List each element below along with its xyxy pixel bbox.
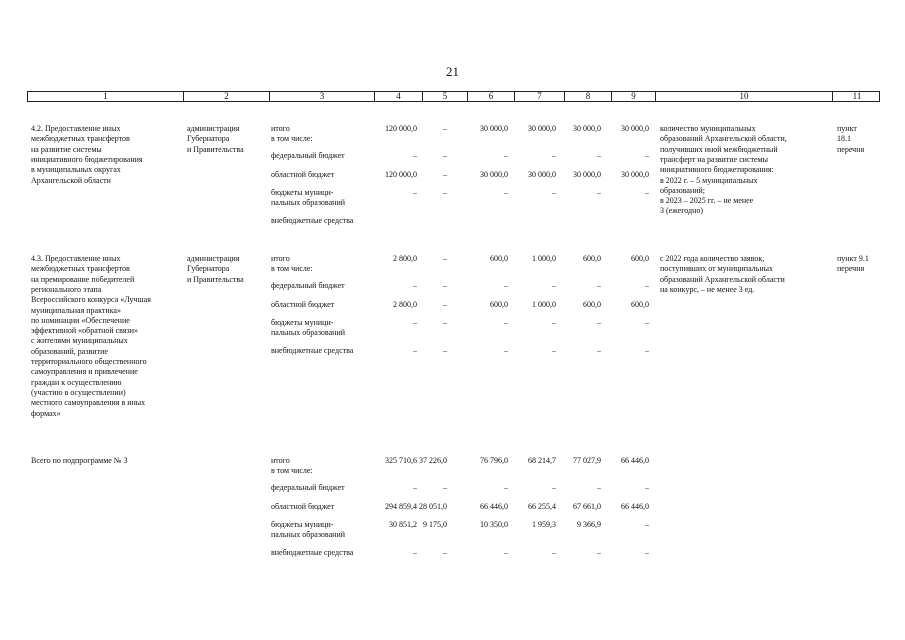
result-indicator-line: образований Архангельской области, (660, 134, 787, 144)
event-name-line: инициативного бюджетирования (31, 154, 143, 164)
event-name-line: Всего по подпрограмме № 3 (31, 456, 128, 465)
reference-line: пункт (837, 124, 857, 133)
funding-value: – (597, 346, 601, 355)
funding-source-label: внебюджетные средства (271, 216, 354, 225)
reference-line: перечня (837, 144, 865, 154)
funding-value: – (443, 170, 447, 179)
funding-value: 1 000,0 (532, 254, 556, 263)
funding-value: – (504, 346, 508, 355)
funding-value: – (597, 483, 601, 492)
header-col-7: 7 (514, 92, 564, 101)
funding-source-label: в том числе: (271, 466, 313, 476)
funding-value: 600,0 (631, 254, 649, 263)
funding-value: – (645, 346, 649, 355)
event-name-line: с жителями муниципальных (31, 336, 128, 346)
funding-value: – (552, 548, 556, 557)
result-indicator-line: в 2022 г. – 5 муниципальных (660, 175, 758, 185)
funding-value: 1 959,3 (532, 520, 556, 529)
executor-line: и Правительства (187, 144, 244, 154)
event-name-line: межбюджетных трансфертов (31, 134, 130, 144)
reference-line: перечня (837, 264, 865, 274)
funding-source-label: бюджеты муници- (271, 520, 334, 529)
funding-value: 2 800,0 (393, 300, 417, 309)
funding-value: – (443, 483, 447, 492)
event-name-line: на развитие системы (31, 144, 102, 154)
header-col-4: 4 (374, 92, 422, 101)
funding-source-label: областной бюджет (271, 170, 335, 179)
funding-source-label: итого (271, 456, 290, 465)
funding-value: – (552, 318, 556, 327)
funding-source-label: областной бюджет (271, 300, 335, 309)
funding-value: 600,0 (583, 300, 601, 309)
funding-value: – (645, 188, 649, 197)
funding-value: 30 000,0 (621, 124, 649, 133)
funding-value: – (443, 188, 447, 197)
event-name-line: (участию в осуществлении) (31, 387, 126, 397)
funding-value: – (443, 151, 447, 160)
funding-source-label: в том числе: (271, 264, 313, 274)
event-name-line: в муниципальных округах (31, 165, 121, 175)
funding-source-label: в том числе: (271, 134, 313, 144)
funding-value: – (504, 548, 508, 557)
funding-value: 66 446,0 (480, 502, 508, 511)
funding-value: – (504, 483, 508, 492)
funding-source-label: федеральный бюджет (271, 151, 345, 160)
funding-value: – (645, 318, 649, 327)
event-name-line: самоуправления и привлечение (31, 367, 138, 377)
event-name-line: межбюджетных трансфертов (31, 264, 130, 274)
funding-source-label: пальных образований (271, 198, 345, 208)
funding-source-label: внебюджетные средства (271, 548, 354, 557)
funding-value: – (413, 151, 417, 160)
result-indicator-line: в 2023 – 2025 гг. – не менее (660, 196, 754, 206)
funding-value: – (645, 281, 649, 290)
header-col-8: 8 (564, 92, 611, 101)
result-indicator-line: на конкурс, – не менее 3 ед. (660, 284, 755, 294)
funding-value: 30 000,0 (573, 170, 601, 179)
executor-line: Губернатора (187, 264, 230, 274)
executor-line: администрация (187, 254, 240, 263)
funding-source-label: бюджеты муници- (271, 318, 334, 327)
header-col-9: 9 (611, 92, 655, 101)
funding-source-label: пальных образований (271, 328, 345, 338)
header-col-10: 10 (655, 92, 832, 101)
result-indicator-line: трансферт на развитие системы (660, 154, 768, 164)
funding-value: 66 446,0 (621, 502, 649, 511)
funding-value: 30 851,2 (389, 520, 417, 529)
funding-value: 30 000,0 (573, 124, 601, 133)
funding-value: 1 000,0 (532, 300, 556, 309)
result-indicator-line: с 2022 года количество заявок, (660, 254, 765, 263)
executor-line: и Правительства (187, 274, 244, 284)
reference-line: 18.1 (837, 134, 851, 144)
header-col-5: 5 (422, 92, 467, 101)
funding-value: 66 255,4 (528, 502, 556, 511)
funding-value: – (413, 346, 417, 355)
funding-source-label: областной бюджет (271, 502, 335, 511)
funding-value: 600,0 (631, 300, 649, 309)
funding-value: – (597, 318, 601, 327)
event-name-line: 4.3. Предоставление иных (31, 254, 121, 263)
event-name-line: Всероссийского конкурса «Лучшая (31, 295, 151, 305)
funding-value: – (597, 151, 601, 160)
funding-value: 30 000,0 (528, 124, 556, 133)
funding-value: 600,0 (583, 254, 601, 263)
funding-value: – (443, 346, 447, 355)
funding-value: – (504, 151, 508, 160)
funding-value: – (413, 188, 417, 197)
funding-value: – (504, 188, 508, 197)
funding-source-label: федеральный бюджет (271, 483, 345, 492)
funding-source-label: федеральный бюджет (271, 281, 345, 290)
funding-value: 28 051,0 (419, 502, 447, 511)
result-indicator-line: получивших иной межбюджетный (660, 144, 778, 154)
funding-value: – (443, 281, 447, 290)
funding-value: 294 859,4 (385, 502, 417, 511)
funding-value: – (504, 318, 508, 327)
funding-value: 77 027,9 (573, 456, 601, 465)
funding-value: 120 000,0 (385, 124, 417, 133)
result-indicator-line: 3 (ежегодно) (660, 206, 704, 216)
funding-value: 30 000,0 (480, 170, 508, 179)
event-name-line: регионального этапа (31, 284, 102, 294)
funding-value: – (645, 520, 649, 529)
funding-value: – (504, 281, 508, 290)
funding-value: 325 710,6 (385, 456, 417, 465)
funding-source-label: бюджеты муници- (271, 188, 334, 197)
header-col-1: 1 (103, 91, 108, 101)
event-name-line: образований, развитие (31, 346, 108, 356)
event-name-line: местного самоуправления в иных (31, 398, 146, 408)
funding-value: 2 800,0 (393, 254, 417, 263)
executor-line: администрация (187, 124, 240, 133)
result-indicator-line: количество муниципальных (660, 124, 756, 133)
funding-source-label: внебюджетные средства (271, 346, 354, 355)
funding-value: 120 000,0 (385, 170, 417, 179)
executor-line: Губернатора (187, 134, 230, 144)
funding-value: – (645, 483, 649, 492)
header-col-3: 3 (269, 92, 374, 101)
funding-value: – (443, 548, 447, 557)
funding-value: – (645, 151, 649, 160)
funding-value: – (597, 548, 601, 557)
funding-value: – (552, 346, 556, 355)
funding-value: – (443, 318, 447, 327)
table-header (27, 91, 880, 102)
funding-value: – (443, 124, 447, 133)
funding-value: – (413, 483, 417, 492)
event-name-line: муниципальная практика» (31, 305, 121, 315)
funding-value: – (443, 300, 447, 309)
funding-value: – (597, 188, 601, 197)
event-name-line: Архангельской области (31, 175, 111, 185)
reference-line: пункт 9.1 (837, 254, 869, 263)
funding-value: 9 366,9 (577, 520, 601, 529)
event-name-line: территориального общественного (31, 357, 147, 366)
event-name-line: 4.2. Предоставление иных (31, 124, 121, 133)
header-col-6: 6 (467, 92, 514, 101)
funding-value: – (645, 548, 649, 557)
funding-value: – (552, 188, 556, 197)
funding-value: 68 214,7 (528, 456, 556, 465)
funding-value: – (552, 281, 556, 290)
event-name-line: на премирование победителей (31, 274, 135, 284)
event-name-line: эффективной «обратной связи» (31, 326, 138, 336)
funding-value: 67 661,0 (573, 502, 601, 511)
funding-value: 66 446,0 (621, 456, 649, 465)
funding-value: – (552, 483, 556, 492)
funding-value: 30 000,0 (528, 170, 556, 179)
result-indicator-line: образований Архангельской области (660, 274, 785, 284)
header-col-11: 11 (832, 92, 881, 101)
funding-value: 9 175,0 (423, 520, 447, 529)
funding-value: 76 796,0 (480, 456, 508, 465)
funding-source-label: итого (271, 254, 290, 263)
event-name-line: формах» (31, 408, 61, 418)
funding-value: – (552, 151, 556, 160)
funding-value: 37 226,0 (419, 456, 447, 465)
funding-value: 600,0 (490, 300, 508, 309)
event-name-line: по номинации «Обеспечение (31, 315, 130, 325)
funding-value: – (413, 318, 417, 327)
event-name-line: граждан к осуществлению (31, 377, 122, 387)
result-indicator-line: поступивших от муниципальных (660, 264, 773, 274)
funding-source-label: пальных образований (271, 530, 345, 540)
result-indicator-line: образований; (660, 185, 706, 195)
funding-value: – (443, 254, 447, 263)
header-col-2: 2 (183, 92, 269, 101)
result-indicator-line: инициативного бюджетирования: (660, 165, 774, 175)
funding-value: 30 000,0 (480, 124, 508, 133)
funding-value: – (413, 281, 417, 290)
funding-value: 600,0 (490, 254, 508, 263)
funding-value: – (597, 281, 601, 290)
funding-source-label: итого (271, 124, 290, 133)
funding-value: 30 000,0 (621, 170, 649, 179)
page-number: 21 (446, 64, 459, 79)
funding-value: 10 350,0 (480, 520, 508, 529)
funding-value: – (413, 548, 417, 557)
